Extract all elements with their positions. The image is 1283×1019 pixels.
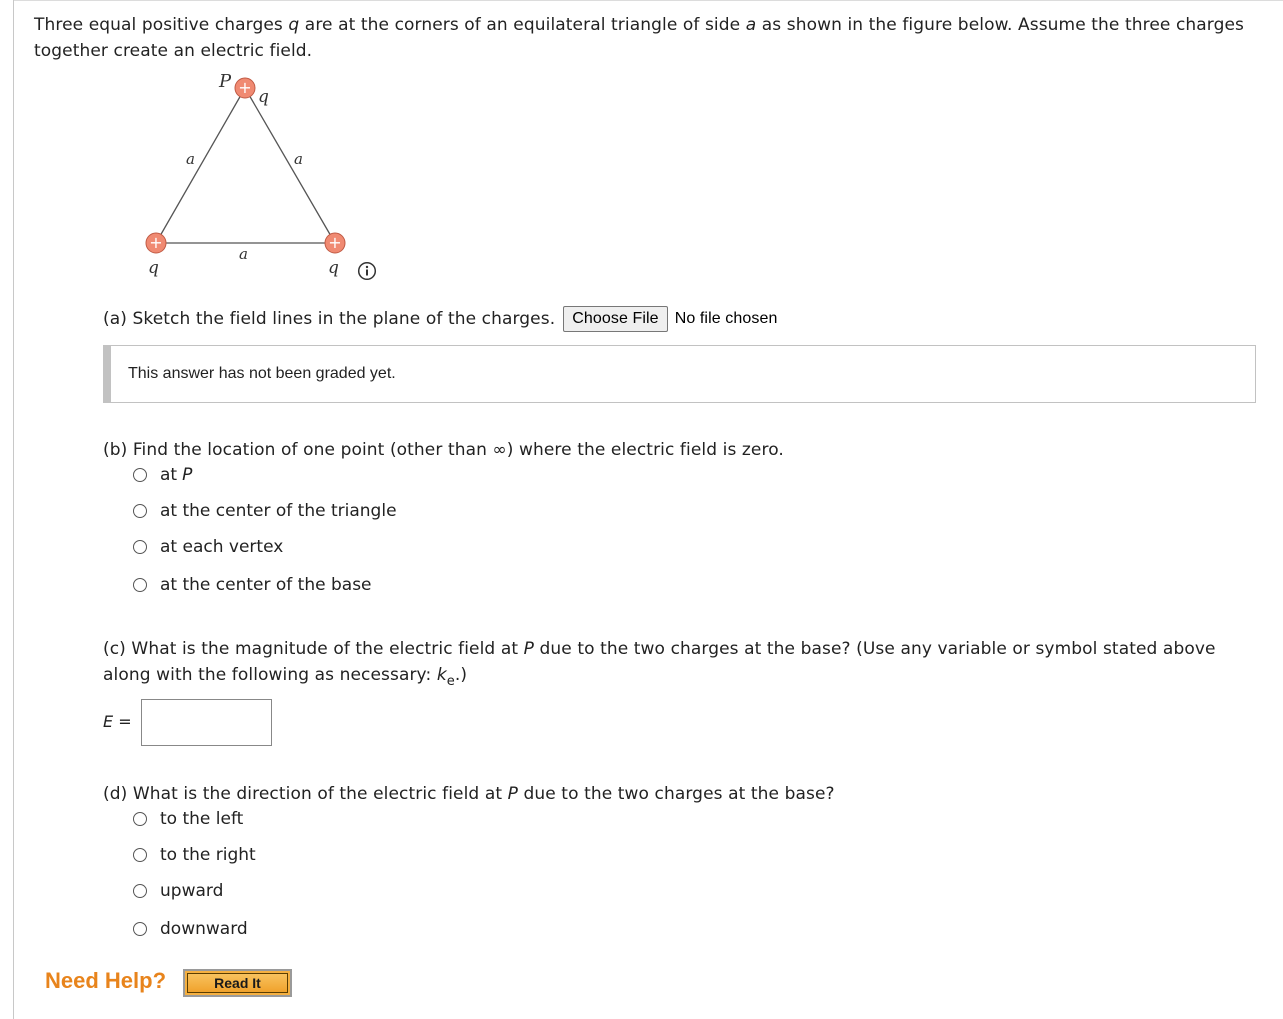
part-d-question: [103, 782, 835, 806]
label-q-left: q: [148, 258, 159, 278]
charge-bottom-right: [325, 233, 345, 253]
option-label: to the left: [160, 809, 244, 829]
label-a-base: a: [239, 245, 248, 263]
read-it-button[interactable]: [183, 969, 292, 997]
part-b-option[interactable]: [133, 501, 397, 521]
question-var: P: [523, 639, 534, 659]
info-icon[interactable]: [357, 261, 377, 281]
radio-button[interactable]: [133, 848, 147, 862]
part-c-question: [103, 636, 1253, 695]
radio-button[interactable]: [133, 578, 147, 592]
intro-text: Three equal positive charges: [34, 15, 289, 35]
triangle-side-left: [156, 88, 245, 243]
triangle-figure: [120, 62, 400, 287]
label-q-top: q: [258, 87, 269, 107]
option-var: P: [182, 465, 193, 485]
e-answer-input[interactable]: [141, 699, 272, 746]
graded-message: This answer has not been graded yet.: [128, 365, 396, 382]
triangle-side-right: [245, 88, 335, 243]
grading-status-box: [103, 345, 1256, 403]
radio-button[interactable]: [133, 884, 147, 898]
part-b-option[interactable]: [133, 537, 283, 557]
frame-left-border: [13, 0, 14, 1019]
label-q-right: q: [328, 258, 339, 278]
option-label: downward: [160, 919, 248, 939]
part-b-option[interactable]: [133, 465, 192, 485]
frame-top-border: [14, 0, 1283, 1]
answer-label: [103, 712, 132, 731]
part-a-question: (a) Sketch the field lines in the plane of the charges.: [103, 309, 556, 329]
question-text: due to the two charges at the base? (Use any variable or symbol stated above along with the following as necessary:: [103, 639, 1216, 685]
question-var: k: [436, 665, 447, 685]
radio-button[interactable]: [133, 922, 147, 936]
file-status: No file chosen: [674, 310, 778, 327]
charge-top: [235, 78, 255, 98]
label-P: P: [219, 71, 232, 92]
question-var: P: [507, 784, 518, 804]
radio-button[interactable]: [133, 504, 147, 518]
charge-bottom-left: [146, 233, 166, 253]
part-d-option[interactable]: [133, 919, 248, 939]
intro-text: are at the corners of an equilateral triangle of side: [299, 15, 746, 35]
svg-text:+: +: [149, 233, 163, 252]
read-it-label: Read It: [187, 973, 288, 993]
question-subscript: e: [446, 674, 455, 689]
radio-button[interactable]: [133, 468, 147, 482]
part-d-option[interactable]: [133, 809, 243, 829]
part-b-option[interactable]: [133, 575, 372, 595]
option-label: upward: [160, 881, 224, 901]
part-d-option[interactable]: [133, 845, 256, 865]
answer-eq: =: [113, 712, 132, 731]
answer-var: E: [103, 712, 114, 731]
question-text: .): [454, 665, 468, 685]
radio-button[interactable]: [133, 540, 147, 554]
question-text: (d) What is the direction of the electric field at: [103, 784, 508, 804]
option-label: at: [160, 465, 178, 485]
part-a-row: [103, 306, 777, 332]
intro-var-a: a: [745, 15, 757, 35]
svg-text:+: +: [328, 233, 342, 252]
label-a-left: a: [186, 150, 195, 168]
choose-file-button[interactable]: Choose File: [563, 306, 667, 332]
question-text: due to the two charges at the base?: [517, 784, 835, 804]
question-text: (c) What is the magnitude of the electric field at: [103, 639, 524, 659]
option-label: at each vertex: [160, 537, 284, 557]
problem-intro: [34, 12, 1269, 64]
option-label: at the center of the base: [160, 575, 372, 595]
option-label: at the center of the triangle: [160, 501, 397, 521]
svg-text:+: +: [238, 78, 252, 97]
label-a-right: a: [294, 150, 303, 168]
part-d-option[interactable]: [133, 881, 223, 901]
part-b-question: (b) Find the location of one point (other than ∞) where the electric field is zero.: [103, 440, 784, 460]
intro-text: as shown in the figure below. Assume the three charges together create an electric field.: [34, 15, 1244, 61]
intro-var-q: q: [288, 15, 300, 35]
radio-button[interactable]: [133, 812, 147, 826]
option-label: to the right: [160, 845, 256, 865]
need-help-label: Need Help?: [45, 968, 167, 993]
